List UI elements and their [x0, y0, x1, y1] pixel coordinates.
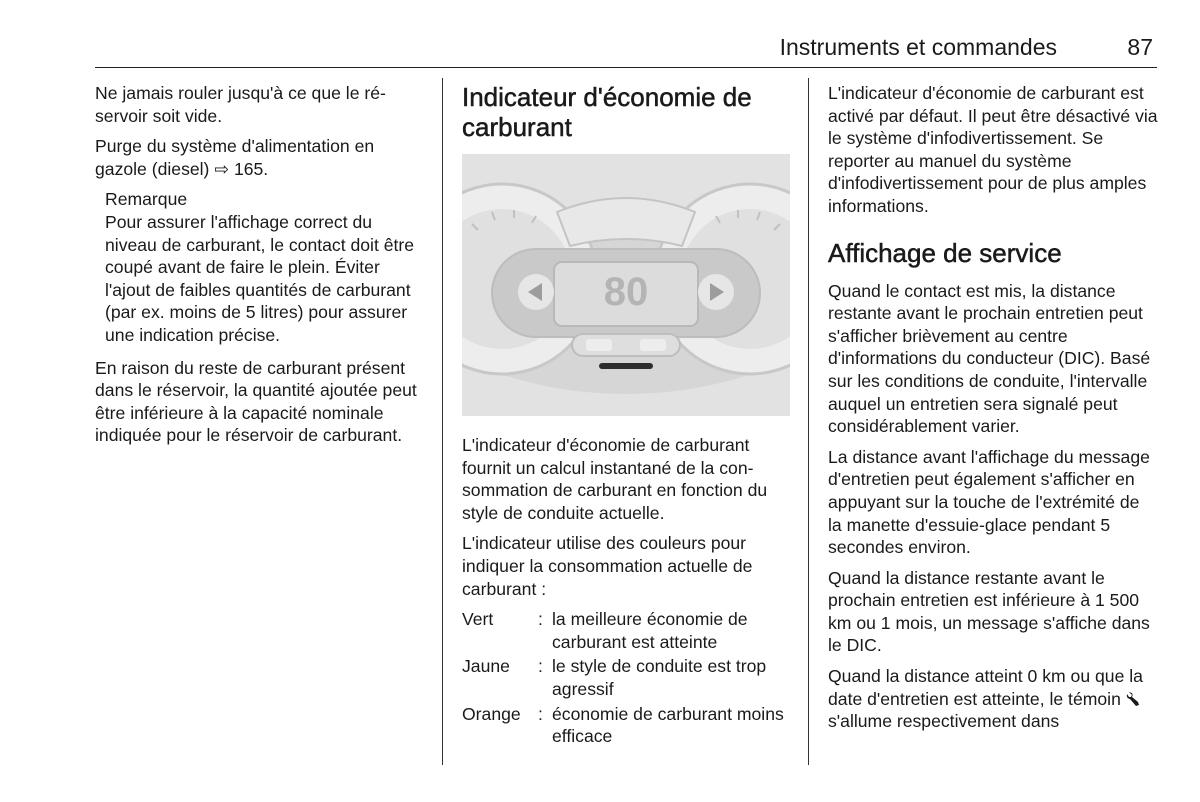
page-number: 87 [1127, 34, 1153, 60]
legend-key: Jaune [462, 656, 510, 677]
column-divider [442, 78, 443, 765]
column-middle [462, 82, 792, 750]
note-title: Remarque [105, 189, 188, 210]
paragraph: Purge du système d'alimentation en gazole (diesel) ⇨ 165. [95, 136, 375, 179]
legend-sep: : [538, 609, 543, 630]
section-title: Instruments et commandes [779, 34, 1057, 60]
legend-value: économie de carburant moins efficace [552, 703, 784, 747]
paragraph: En raison du reste de carburant présent dans le réservoir, la quantité ajoutée peut être inférieure à la capacité nominale indiquée pour le réservoir de carburant. [95, 357, 417, 446]
paragraph: L'indicateur utilise des couleurs pour indiquer la consommation actuelle de carburant : [462, 533, 753, 599]
legend-key: Vert [462, 609, 494, 630]
paragraph: Quand la distance atteint 0 km ou que la date d'entretien est atteinte, le témoin s'allume respectivement dans [828, 666, 1143, 732]
cluster-display: 80 [603, 270, 649, 314]
column-left [95, 82, 425, 455]
color-legend [462, 608, 792, 750]
paragraph: L'indicateur d'économie de carburant fournit un calcul instantané de la consommation de carburant en fonction du style de conduite actuelle. [462, 435, 768, 523]
legend-key: Orange [462, 703, 521, 724]
header-rule [95, 67, 1157, 68]
column-right [828, 82, 1158, 741]
legend-sep: : [538, 703, 543, 724]
legend-value: la meilleure économie de carburant est atteinte [552, 609, 748, 652]
paragraph: L'indicateur d'économie de carburant est activé par défaut. Il peut être désactivé via le système d'infodivertissement. Se reporter au manuel du système d'infodivertissement pour de plus amples informations. [828, 83, 1158, 216]
paragraph: Quand la distance restante avant le prochain entretien est inférieure à 1 500 km ou 1 mois, un message s'affiche dans le DIC. [828, 567, 1150, 656]
paragraph: Ne jamais rouler jusqu'à ce que le réservoir soit vide. [95, 83, 386, 126]
paragraph: Quand le contact est mis, la distance restante avant le prochain entretien peut s'afficher brièvement au centre d'informations du conducteur (DIC). Basé sur les conditions de conduite, l'intervalle auquel un entretien sera signalé peut considérablement varier. [828, 280, 1151, 437]
note-box [105, 188, 425, 346]
column-divider [808, 78, 809, 765]
paragraph: La distance avant l'affichage du message d'entretien peut également s'afficher en appuyant sur la touche de l'extrémité de la manette d'essuie-glace pendant 5 secondes environ. [828, 446, 1150, 558]
instrument-cluster-illustration [462, 154, 790, 416]
note-body: Pour assurer l'affichage correct du niveau de carburant, le contact doit être coupé avant de faire le plein. Éviter l'ajout de faibles quantités de carburant (par ex. moins de 5 litres) pour assurer une indication précise. [105, 211, 415, 345]
section-heading: Indicateur d'économie de carburant [462, 82, 752, 142]
page-ref[interactable]: 165. [233, 158, 269, 179]
page-ref-arrow-icon: ⇨ [214, 158, 230, 179]
legend-value: le style de conduite est trop agressif [552, 656, 767, 699]
legend-sep: : [538, 656, 543, 677]
section-heading: Affichage de service [828, 237, 1062, 268]
wrench-icon [1126, 691, 1140, 707]
page-header [95, 30, 1157, 68]
